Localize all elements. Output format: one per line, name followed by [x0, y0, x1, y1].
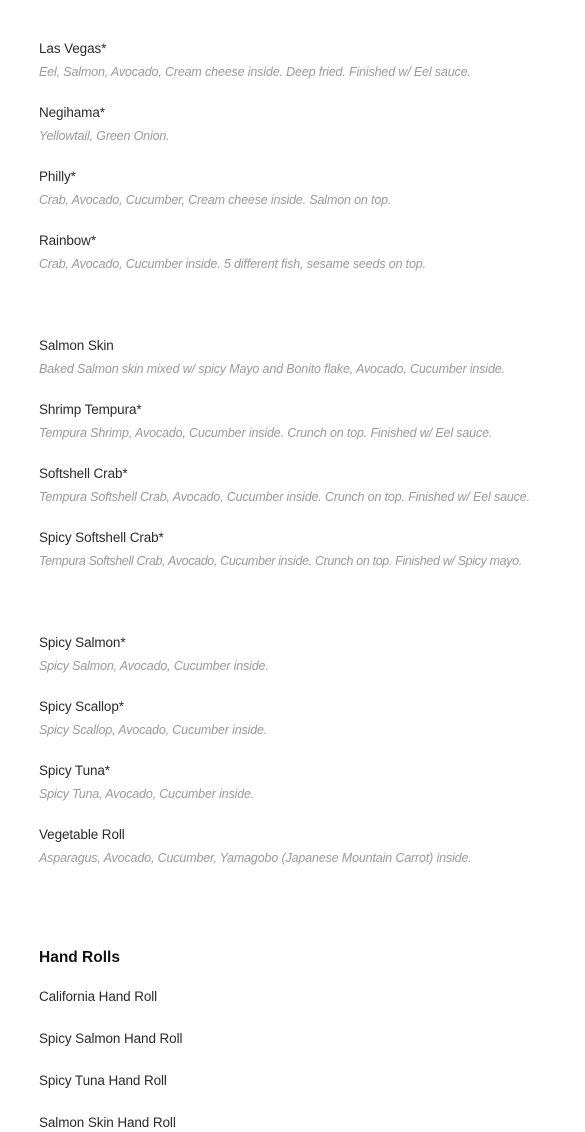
hand-roll-item: Salmon Skin Hand Roll — [39, 1115, 176, 1130]
menu-item-name: Spicy Softshell Crab* — [39, 530, 164, 545]
menu-item-name: Rainbow* — [39, 233, 96, 248]
menu-item-shrimp-tempura — [39, 401, 579, 442]
menu-item-name: Shrimp Tempura* — [39, 402, 142, 417]
menu-item-description: Tempura Shrimp, Avocado, Cucumber inside. Crunch on top. Finished w/ Eel sauce. — [39, 426, 493, 440]
menu-item-name: Spicy Scallop* — [39, 699, 124, 714]
menu-item-spicy-tuna — [39, 762, 579, 803]
menu-item-vegetable-roll — [39, 826, 579, 867]
menu-item-name: Philly* — [39, 169, 76, 184]
menu-item-description: Yellowtail, Green Onion. — [39, 129, 170, 143]
menu-item-description: Spicy Scallop, Avocado, Cucumber inside. — [39, 723, 268, 737]
menu-item-description: Crab, Avocado, Cucumber inside. 5 different fish, sesame seeds on top. — [39, 257, 426, 271]
hand-roll-item: Spicy Salmon Hand Roll — [39, 1031, 183, 1046]
menu-item-spicy-scallop — [39, 698, 579, 739]
menu-item-description: Tempura Softshell Crab, Avocado, Cucumber inside. Crunch on top. Finished w/ Spicy mayo. — [39, 554, 522, 568]
menu-item-spicy-softshell-crab — [39, 529, 579, 570]
menu-item-negihama — [39, 104, 579, 145]
menu-item-rainbow — [39, 232, 579, 273]
menu-item-description: Eel, Salmon, Avocado, Cream cheese inside. Deep fried. Finished w/ Eel sauce. — [39, 65, 471, 79]
menu-item-salmon-skin — [39, 337, 579, 378]
menu-item-name: Las Vegas* — [39, 41, 107, 56]
hand-roll-item: California Hand Roll — [39, 989, 158, 1004]
menu-item-philly — [39, 168, 579, 209]
menu-item-las-vegas — [39, 40, 579, 81]
hand-roll-item: Spicy Tuna Hand Roll — [39, 1073, 167, 1088]
menu-item-description: Crab, Avocado, Cucumber, Cream cheese inside. Salmon on top. — [39, 193, 392, 207]
menu-item-name: Vegetable Roll — [39, 827, 125, 842]
section-title-hand-rolls: Hand Rolls — [39, 949, 120, 966]
menu-item-softshell-crab — [39, 465, 579, 506]
menu-item-description: Spicy Salmon, Avocado, Cucumber inside. — [39, 659, 269, 673]
menu-item-description: Tempura Softshell Crab, Avocado, Cucumber inside. Crunch on top. Finished w/ Eel sauce. — [39, 490, 530, 504]
menu-item-description: Spicy Tuna, Avocado, Cucumber inside. — [39, 787, 255, 801]
menu-item-description: Baked Salmon skin mixed w/ spicy Mayo and Bonito flake, Avocado, Cucumber inside. — [39, 362, 505, 376]
menu-item-spicy-salmon — [39, 634, 579, 675]
menu-item-name: Salmon Skin — [39, 338, 114, 353]
menu-item-description: Asparagus, Avocado, Cucumber, Yamagobo (Japanese Mountain Carrot) inside. — [39, 851, 472, 865]
menu-item-name: Spicy Salmon* — [39, 635, 126, 650]
menu-item-name: Negihama* — [39, 105, 105, 120]
menu-item-name: Softshell Crab* — [39, 466, 128, 481]
menu-item-name: Spicy Tuna* — [39, 763, 110, 778]
